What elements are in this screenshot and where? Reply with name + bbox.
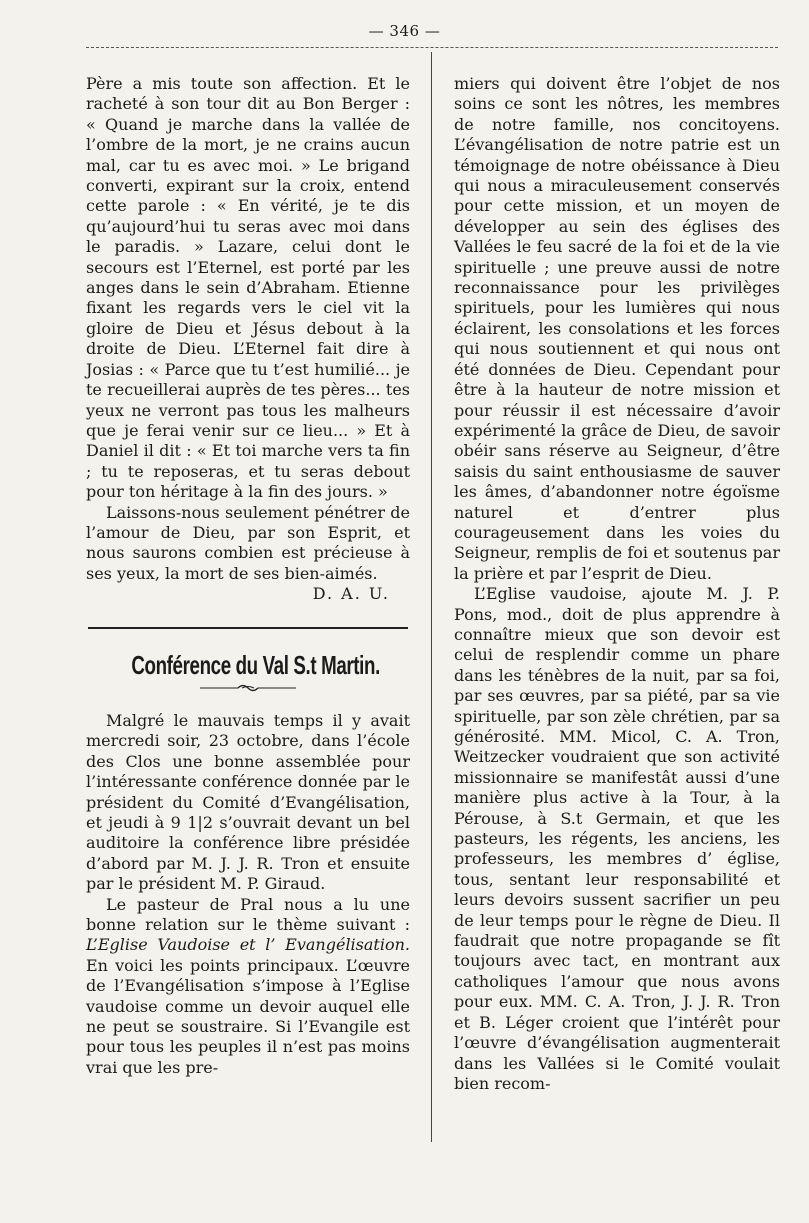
left-paragraph-4 — [86, 895, 410, 1079]
left-column — [86, 74, 410, 1078]
page-number: — 346 — — [368, 22, 441, 40]
section-title: Conférence du Val S.t Martin. — [131, 649, 380, 680]
header-rule — [86, 47, 778, 48]
right-paragraph-1: miers qui doivent être l’objet de nos soins ce sont les nôtres, les membres de notre famille, nos concitoyens. L’évangélisation de notre patrie est un témoignage de notre obéissance à Dieu qui nous a miraculeusement conservés pour cette mission, et un moyen de développer au sein des églises des Vallées le feu sacré de la foi et de la vie spirituelle ; une preuve aussi de notre reconnaissance pour les privilèges spirituels, pour les lumières qui nous éclairent, les consolations et les forces qui nous soutiennent et qui nous ont été données de Dieu. Cependant pour être à la hauteur de notre mission et pour réussir il est nécessaire d’avoir expérimenté la grâce de Dieu, de savoir obéir sans réserve au Seigneur, d’être saisis du saint enthousiasme de sauver les âmes, d’abandonner notre égoïsme naturel et d’entrer plus courageusement dans les voies du Seigneur, remplis de foi et soutenus par la prière et par l’esprit de Dieu. — [454, 74, 780, 583]
section-separator-rule — [88, 627, 408, 629]
p4-italic-theme: L’Eglise Vaudoise et l’ Evangélisation. — [86, 935, 410, 955]
right-paragraph-2: L’Eglise vaudoise, ajoute M. J. P. Pons, mod., doit de plus apprendre à connaître mieux que son devoir est celui de resplendir comme un phare dans les ténèbres de la nuit, par sa foi, par ses œuvres, par sa piété, par sa vie spirituelle, par son zèle chrétien, par sa générosité. MM. Micol, C. A. Tron, Weitzecker voudraient que son activité missionnaire se manifestât aussi d’une manière plus active à la Tour, à la Pérouse, à S.t Germain, et que les pasteurs, les régents, les anciens, les professeurs, les membres d’ église, tous, sentant leur responsabilité et leurs devoirs sussent sacrifier un peu de leur temps pour le règne de Dieu. Il faudrait que notre propagande se fît toujours avec tact, en montrant aux catholiques l’amour que nous avons pour eux. MM. C. A. Tron, J. J. R. Tron et B. Léger croient que l’intérêt pour l’œuvre d’évangélisation augmenterait dans les Vallées si le Comité voulait bien recom- — [454, 584, 780, 1093]
column-divider — [431, 52, 432, 1142]
ornament-flourish-icon — [198, 683, 298, 693]
left-paragraph-2: Laissons-nous seulement pénétrer de l’amour de Dieu, par son Esprit, et nous saurons combien est précieuse à ses yeux, la mort de ses bien-aimés. — [86, 502, 410, 583]
left-paragraph-1: Père a mis toute son affection. Et le racheté à son tour dit au Bon Berger : « Quand je marche dans la vallée de l’ombre de la mort, je ne crains aucun mal, car tu es avec moi. » Le brigand converti, expirant sur la croix, entend cette parole : « En vérité, je te dis qu’aujourd’hui tu seras avec moi dans le paradis. » Lazare, celui dont le secours est l’Eternel, est porté par les anges dans le sein d’Abraham. Etienne fixant les regards vers le ciel vit la gloire de Dieu et Jésus debout à la droite de Dieu. L’Eternel fait dire à Josias : « Parce que tu t’est humilié... je te recueillerai auprès de tes pères... tes yeux ne verront pas tous les malheurs que je ferai venir sur ce lieu... » Et à Daniel il dit : « Et toi marche vers ta fin ; tu te reposeras, et tu seras debout pour ton héritage à la fin des jours. » — [86, 74, 410, 502]
p4-text-after: En voici les points principaux. L’œuvre de l’Evangélisation s’impose à l’Eglise vaudoise comme un devoir auquel elle ne peut se soustraire. Si l’Evangile est pour tous les peuples il n’est pas moins vrai que les pre- — [86, 955, 410, 1077]
right-column — [454, 74, 780, 1094]
author-signature: D. A. U. — [312, 584, 390, 604]
left-paragraph-3: Malgré le mauvais temps il y avait mercredi soir, 23 octobre, dans l’école des Clos une bonne assemblée pour l’intéressante conférence donnée par le président du Comité d’Evangélisation, et jeudi à 9 1|2 s’ouvrait devant un bel auditoire la conférence libre présidée d’abord par M. J. J. R. Tron et ensuite par le président M. P. Giraud. — [86, 710, 410, 894]
p4-text-before: Le pasteur de Pral nous a lu une bonne relation sur le thème suivant : — [86, 894, 410, 935]
